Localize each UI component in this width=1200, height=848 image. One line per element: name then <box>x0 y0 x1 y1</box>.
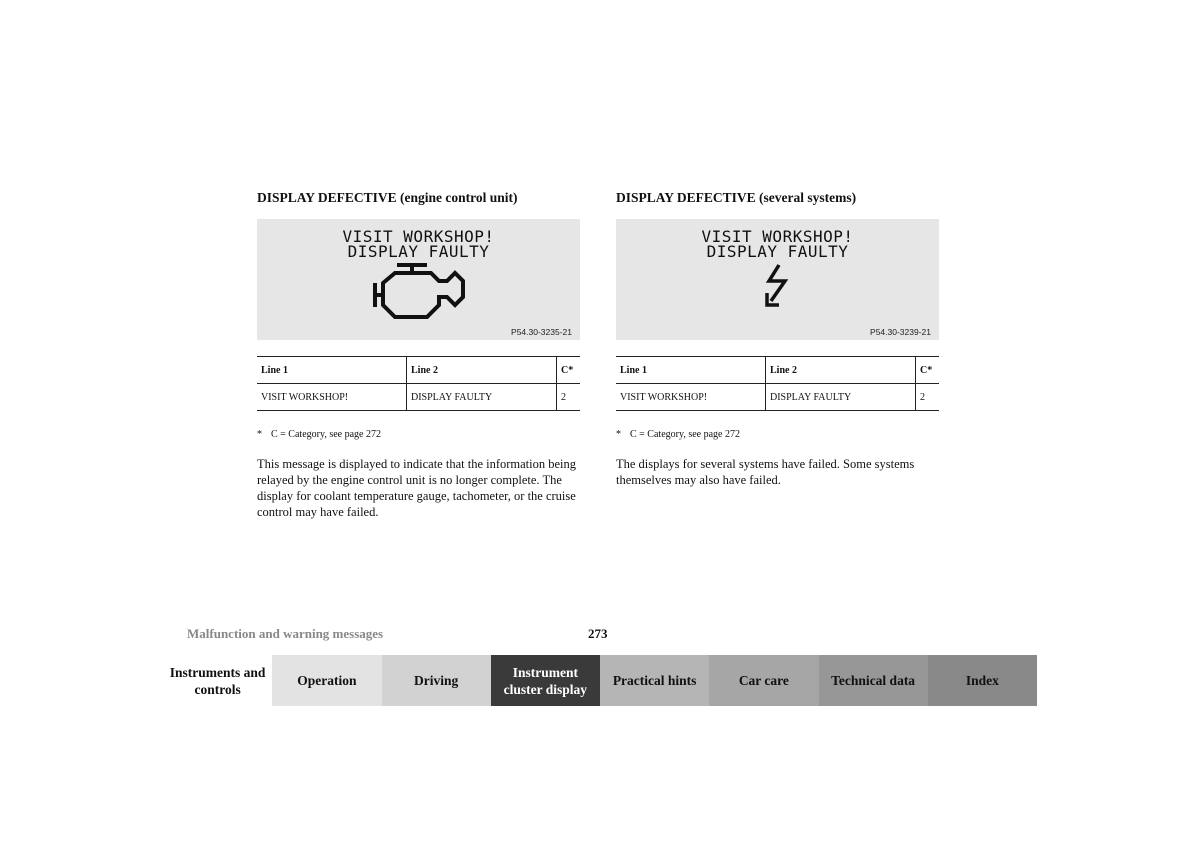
table-cell: DISPLAY FAULTY <box>407 384 557 411</box>
nav-tab-instruments-and-controls[interactable]: Instruments and controls <box>163 655 272 706</box>
figure-code: P54.30-3235-21 <box>511 327 572 337</box>
page-number: 273 <box>588 626 608 641</box>
nav-tab-car-care[interactable]: Car care <box>709 655 818 706</box>
figure-code: P54.30-3239-21 <box>870 327 931 337</box>
section-heading: DISPLAY DEFECTIVE (engine control unit) <box>257 190 518 205</box>
table-header: Line 2 <box>407 357 557 384</box>
table-header-row <box>257 357 580 384</box>
column-engine-control-unit <box>257 190 587 519</box>
engine-icon <box>371 261 471 321</box>
display-line-2: DISPLAY FAULTY <box>706 242 849 261</box>
table-header: C* <box>916 357 940 384</box>
footnote-text: C = Category, see page 272 <box>271 429 381 440</box>
footnote <box>616 429 740 440</box>
footnote-star: * <box>257 429 262 440</box>
table-row <box>616 384 939 411</box>
table-header: Line 1 <box>616 357 766 384</box>
display-message <box>616 229 939 259</box>
message-table <box>257 356 580 411</box>
display-line-2: DISPLAY FAULTY <box>347 242 490 261</box>
footnote-star: * <box>616 429 621 440</box>
section-heading: DISPLAY DEFECTIVE (several systems) <box>616 190 857 205</box>
message-table <box>616 356 939 411</box>
nav-tab-instrument-cluster-display[interactable]: Instrument cluster display <box>491 655 600 706</box>
instrument-display-screen <box>257 219 580 340</box>
table-header: C* <box>557 357 581 384</box>
table-cell: VISIT WORKSHOP! <box>616 384 766 411</box>
table-header-row <box>616 357 939 384</box>
table-cell: 2 <box>916 384 940 411</box>
footer-section-label: Malfunction and warning messages <box>187 626 384 641</box>
footnote-text: C = Category, see page 272 <box>630 429 740 440</box>
display-message <box>257 229 580 259</box>
display-line-1: VISIT WORKSHOP! <box>342 227 495 246</box>
nav-tab-operation[interactable]: Operation <box>272 655 381 706</box>
footnote <box>257 429 381 440</box>
lightning-bolt-icon <box>763 263 793 309</box>
chapter-nav-bar <box>163 655 1037 706</box>
table-header: Line 1 <box>257 357 407 384</box>
column-several-systems <box>616 190 946 487</box>
table-cell: VISIT WORKSHOP! <box>257 384 407 411</box>
instrument-display-screen <box>616 219 939 340</box>
body-paragraph: This message is displayed to indicate that the information being relayed by the engine control unit is no longer complete. The display for coolant temperature gauge, tachometer, or the cruise control may have failed. <box>257 457 577 519</box>
table-row <box>257 384 580 411</box>
nav-tab-technical-data[interactable]: Technical data <box>819 655 928 706</box>
table-cell: 2 <box>557 384 581 411</box>
display-line-1: VISIT WORKSHOP! <box>701 227 854 246</box>
nav-tab-practical-hints[interactable]: Practical hints <box>600 655 709 706</box>
table-header: Line 2 <box>766 357 916 384</box>
nav-tab-index[interactable]: Index <box>928 655 1037 706</box>
nav-tab-driving[interactable]: Driving <box>382 655 491 706</box>
table-cell: DISPLAY FAULTY <box>766 384 916 411</box>
body-paragraph: The displays for several systems have failed. Some systems themselves may also have failed. <box>616 457 915 487</box>
